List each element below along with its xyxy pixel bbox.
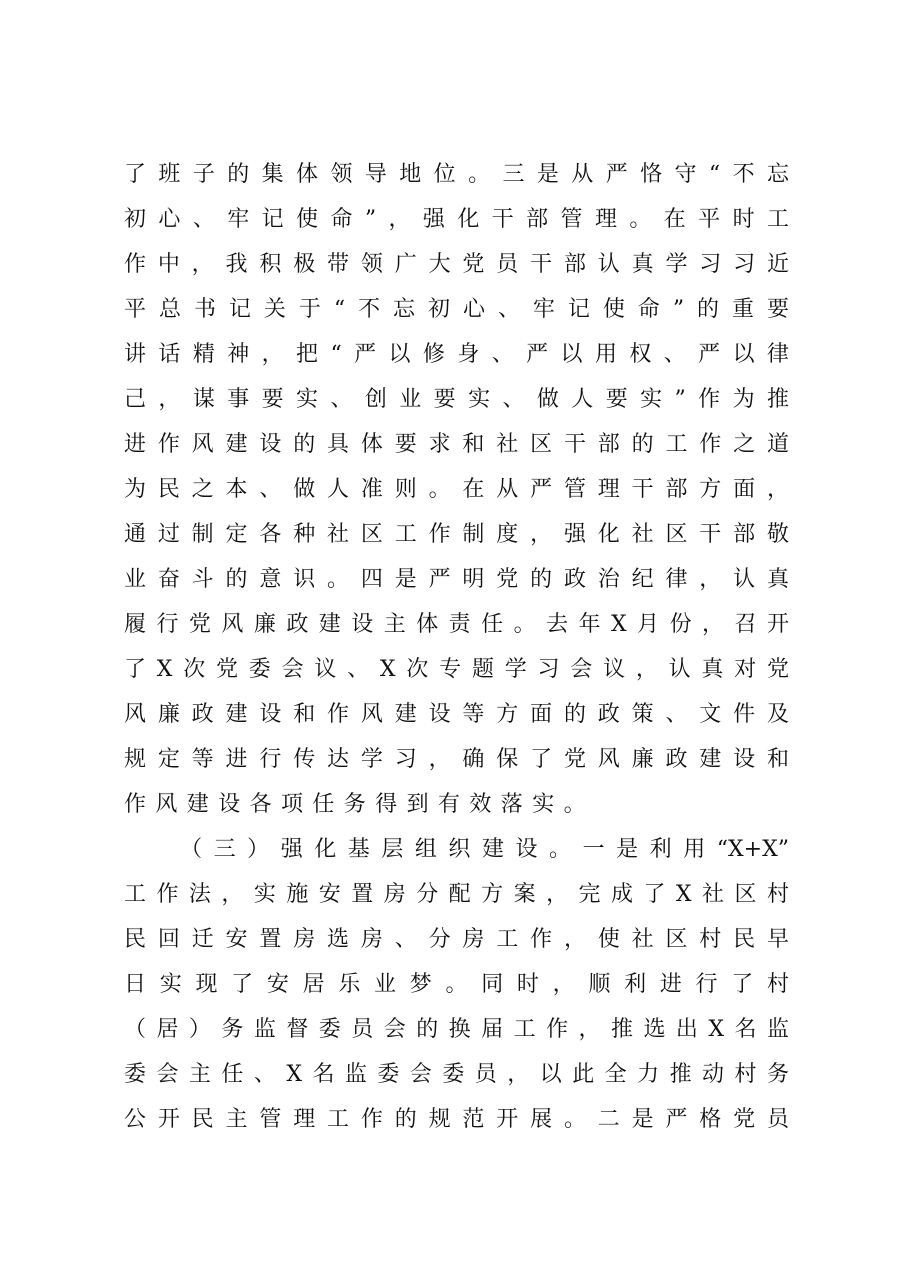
text-line: 己，谋事要实、创业要实、做人要实”作为推 bbox=[124, 387, 789, 412]
text-line: 业奋斗的意识。四是严明党的政治纪律，认真 bbox=[124, 567, 789, 592]
text-line: 初心、牢记使命”，强化干部管理。在平时工 bbox=[124, 207, 789, 232]
body-text bbox=[124, 152, 789, 1142]
text-line: 作中，我积极带领广大党员干部认真学习习近 bbox=[124, 252, 789, 277]
text-line: 平总书记关于“不忘初心、牢记使命”的重要 bbox=[124, 297, 789, 322]
text-line: 讲话精神，把“严以修身、严以用权、严以律 bbox=[124, 342, 789, 367]
text-line: 通过制定各种社区工作制度，强化社区干部敬 bbox=[124, 522, 789, 547]
text-line: 履行党风廉政建设主体责任。去年X月份，召开 bbox=[124, 612, 789, 637]
text-line: 委会主任、X名监委会委员，以此全力推动村务 bbox=[124, 1062, 789, 1087]
text-line: 为民之本、做人准则。在从严管理干部方面， bbox=[124, 477, 789, 502]
text-line: （居）务监督委员会的换届工作，推选出X名监 bbox=[124, 1017, 789, 1042]
text-line: 进作风建设的具体要求和社区干部的工作之道 bbox=[124, 432, 789, 457]
text-line: 公开民主管理工作的规范开展。二是严格党员 bbox=[124, 1107, 789, 1132]
text-line: 风廉政建设和作风建设等方面的政策、文件及 bbox=[124, 702, 789, 727]
paragraph-end-line: 作风建设各项任务得到有效落实。 bbox=[124, 792, 596, 817]
paragraph-start-line: （三）强化基层组织建设。一是利用“X+X” bbox=[124, 837, 789, 862]
text-line: 日实现了安居乐业梦。同时，顺利进行了村 bbox=[124, 972, 789, 997]
text-line: 工作法，实施安置房分配方案，完成了X社区村 bbox=[124, 882, 789, 907]
text-line: 了X次党委会议、X次专题学习会议，认真对党 bbox=[124, 657, 789, 682]
text-line: 规定等进行传达学习，确保了党风廉政建设和 bbox=[124, 747, 789, 772]
text-line: 民回迁安置房选房、分房工作，使社区村民早 bbox=[124, 927, 789, 952]
text-line: 了班子的集体领导地位。三是从严恪守“不忘 bbox=[124, 162, 789, 187]
